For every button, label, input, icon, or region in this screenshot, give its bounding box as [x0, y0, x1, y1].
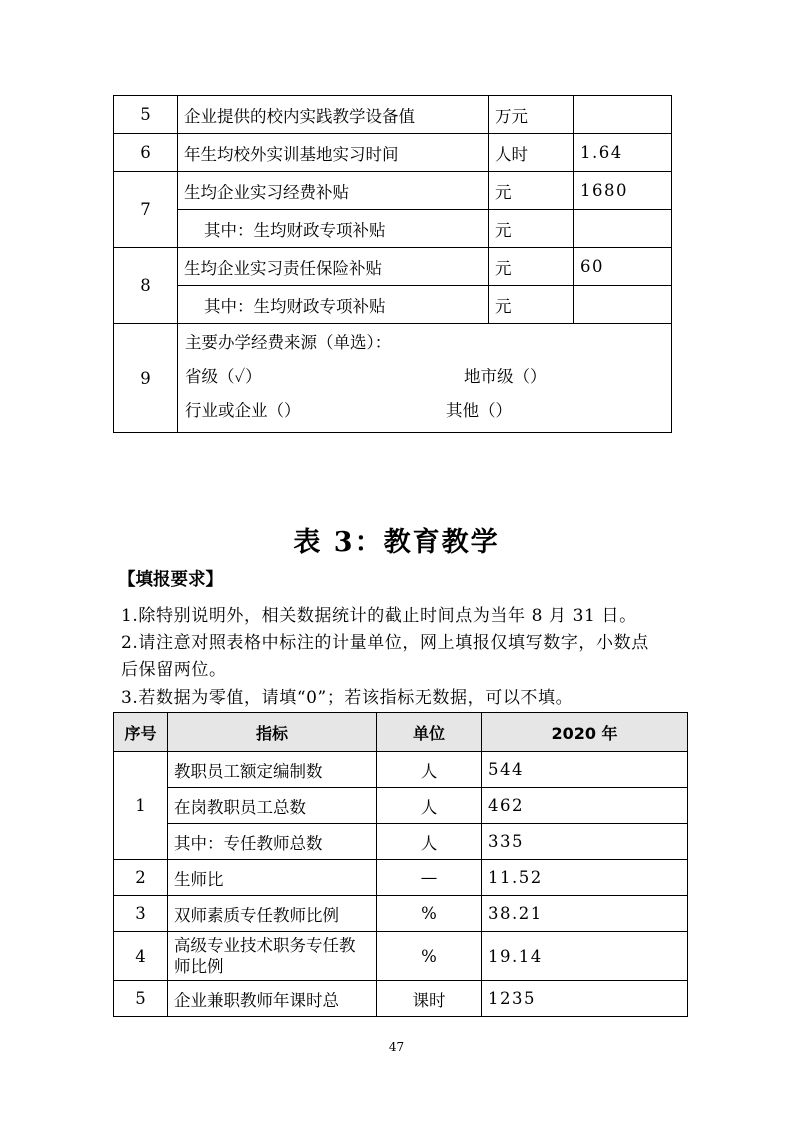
row-indicator: 在岗教职员工总数 — [168, 788, 377, 824]
row-unit: 人 — [377, 788, 482, 824]
row-value: 60 — [574, 248, 672, 286]
table-row — [114, 248, 672, 286]
row-value: 11.52 — [482, 860, 688, 896]
option-city: 地市级（） — [464, 367, 547, 386]
row-value: 335 — [482, 824, 688, 860]
row-unit: % — [377, 896, 482, 932]
row-indicator: 企业兼职教师年课时总 — [168, 981, 377, 1017]
table-row — [114, 96, 672, 134]
row-unit: — — [377, 860, 482, 896]
header-unit: 单位 — [377, 713, 482, 752]
row-unit: 元 — [489, 248, 574, 286]
row-value: 462 — [482, 788, 688, 824]
row-unit: 人 — [377, 752, 482, 788]
row-unit: 元 — [489, 172, 574, 210]
row-seq: 9 — [114, 324, 178, 433]
table-row — [114, 788, 688, 824]
row-indicator: 其中：专任教师总数 — [168, 824, 377, 860]
option-other: 其他（） — [446, 401, 512, 420]
requirement-item: 2.请注意对照表格中标注的计量单位，网上填报仅填写数字，小数点 — [121, 633, 649, 653]
row-unit: 课时 — [377, 981, 482, 1017]
row-seq: 8 — [114, 248, 178, 324]
funding-source-cell — [178, 324, 672, 433]
row-seq: 5 — [114, 96, 178, 134]
row-indicator: 教职员工额定编制数 — [168, 752, 377, 788]
row-unit: 元 — [489, 286, 574, 324]
header-year: 2020 年 — [482, 713, 688, 752]
row-seq: 3 — [114, 896, 168, 932]
row-unit: 万元 — [489, 96, 574, 134]
table-row — [114, 286, 672, 324]
requirement-item: 3.若数据为零值，请填“0”；若该指标无数据，可以不填。 — [121, 688, 574, 708]
header-seq: 序号 — [114, 713, 168, 752]
requirement-item: 1.除特别说明外，相关数据统计的截止时间点为当年 8 月 31 日。 — [121, 606, 637, 626]
row-value — [574, 96, 672, 134]
table-row — [114, 932, 688, 981]
row-indicator: 生师比 — [168, 860, 377, 896]
table-row — [114, 824, 688, 860]
row-value: 38.21 — [482, 896, 688, 932]
row-unit: 人 — [377, 824, 482, 860]
row-unit: % — [377, 932, 482, 981]
table-row — [114, 210, 672, 248]
row-unit: 元 — [489, 210, 574, 248]
row-seq: 7 — [114, 172, 178, 248]
row-value: 1680 — [574, 172, 672, 210]
row-indicator: 高级专业技术职务专任教师比例 — [168, 932, 377, 981]
row-indicator: 双师素质专任教师比例 — [168, 896, 377, 932]
table-row — [114, 896, 688, 932]
row-seq: 1 — [114, 752, 168, 860]
row-value: 544 — [482, 752, 688, 788]
row-seq: 2 — [114, 860, 168, 896]
table-row — [114, 172, 672, 210]
requirements-title: 【填报要求】 — [118, 570, 223, 590]
row-indicator: 其中：生均财政专项补贴 — [178, 210, 489, 248]
section-heading: 表 3：教育教学 — [293, 527, 500, 558]
funding-source-title: 主要办学经费来源（单选）： — [185, 333, 392, 352]
row-indicator: 其中：生均财政专项补贴 — [178, 286, 489, 324]
teaching-table — [113, 712, 688, 1017]
option-industry: 行业或企业（） — [185, 401, 301, 420]
table-row — [114, 324, 672, 433]
row-indicator: 企业提供的校内实践教学设备值 — [178, 96, 489, 134]
table-row — [114, 860, 688, 896]
row-indicator: 年生均校外实训基地实习时间 — [178, 134, 489, 172]
row-seq: 6 — [114, 134, 178, 172]
row-value: 1.64 — [574, 134, 672, 172]
requirement-item: 后保留两位。 — [121, 660, 227, 680]
header-indicator: 指标 — [168, 713, 377, 752]
row-unit: 人时 — [489, 134, 574, 172]
page-number: 47 — [388, 1040, 405, 1054]
row-indicator: 生均企业实习经费补贴 — [178, 172, 489, 210]
table-row — [114, 752, 688, 788]
table-row — [114, 134, 672, 172]
row-value — [574, 286, 672, 324]
row-value: 19.14 — [482, 932, 688, 981]
row-seq: 4 — [114, 932, 168, 981]
table-header-row — [114, 713, 688, 752]
row-indicator: 生均企业实习责任保险补贴 — [178, 248, 489, 286]
row-value — [574, 210, 672, 248]
row-seq: 5 — [114, 981, 168, 1017]
table-row — [114, 981, 688, 1017]
row-value: 1235 — [482, 981, 688, 1017]
funding-table — [113, 95, 672, 433]
option-province: 省级（✓） — [185, 367, 262, 386]
